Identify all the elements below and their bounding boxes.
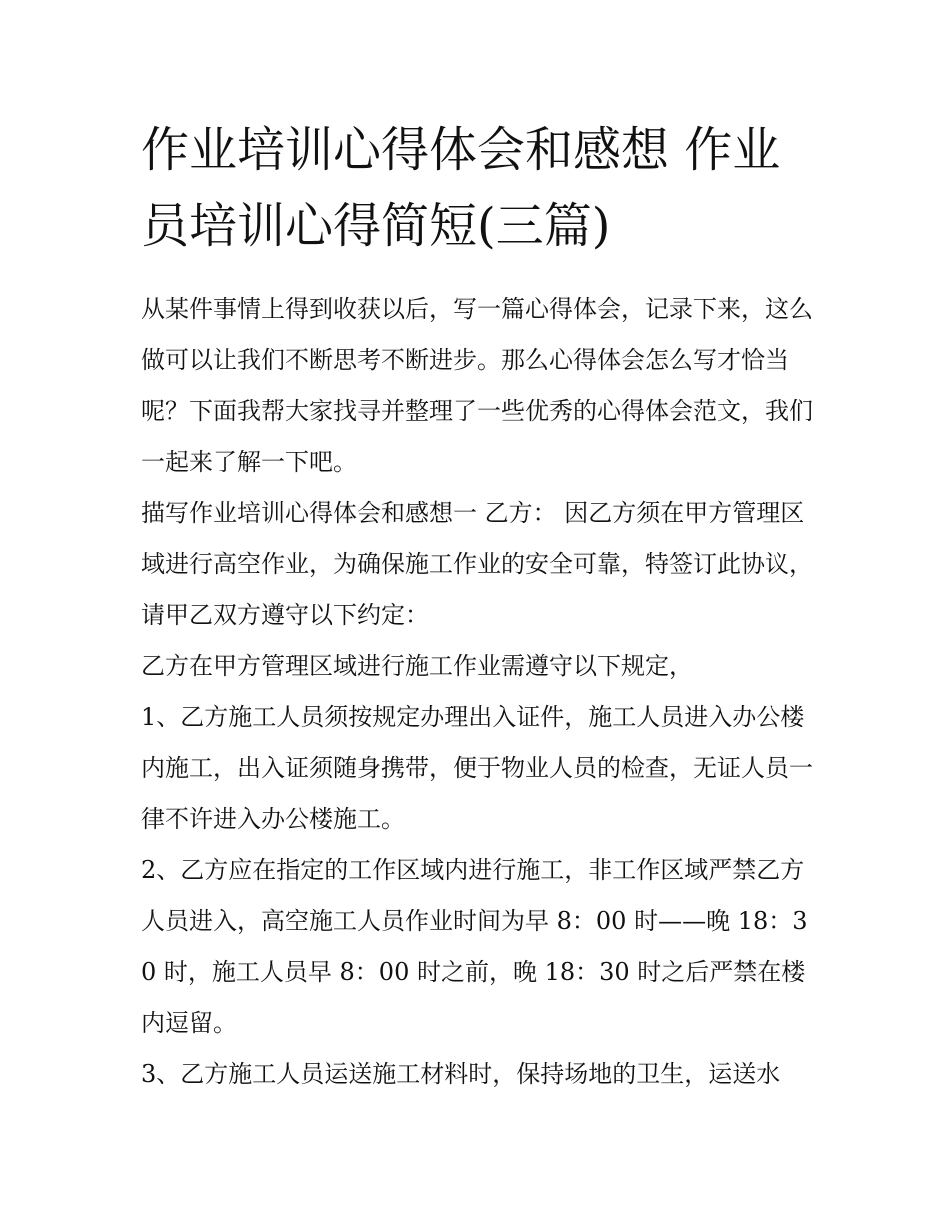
paragraph-rule-2: 2、乙方应在指定的工作区域内进行施工，非工作区域严禁乙方人员进入，高空施工人员作业时间为早 8：00 时——晚 18：30 时，施工人员早 8：00 时之前，晚 18：30 时之后严禁在楼内逗留。 <box>141 856 808 1037</box>
paragraph-rule-3: 3、乙方施工人员运送施工材料时，保持场地的卫生，运送水 <box>141 1060 781 1088</box>
document-content <box>141 112 813 1100</box>
paragraph-intro: 从某件事情上得到收获以后，写一篇心得体会，记录下来，这么做可以让我们不断思考不断进步。那么心得体会怎么写才恰当呢？下面我帮大家找寻并整理了一些优秀的心得体会范文，我们一起来了解一下吧。 <box>141 295 813 476</box>
title-spacer <box>141 264 813 284</box>
paragraph-rule-1: 1、乙方施工人员须按规定办理出入证件，施工人员进入办公楼内施工，出入证须随身携带，便于物业人员的检查，无证人员一律不许进入办公楼施工。 <box>141 703 813 833</box>
paragraph-agreement-intro: 描写作业培训心得体会和感想一 乙方： 因乙方须在甲方管理区域进行高空作业，为确保施工作业的安全可靠，特签订此协议，请甲乙双方遵守以下约定： <box>141 499 813 629</box>
document-title: 作业培训心得体会和感想 作业员培训心得简短(三篇) <box>141 122 781 254</box>
paragraph-rules-lead: 乙方在甲方管理区域进行施工作业需遵守以下规定， <box>141 652 693 680</box>
